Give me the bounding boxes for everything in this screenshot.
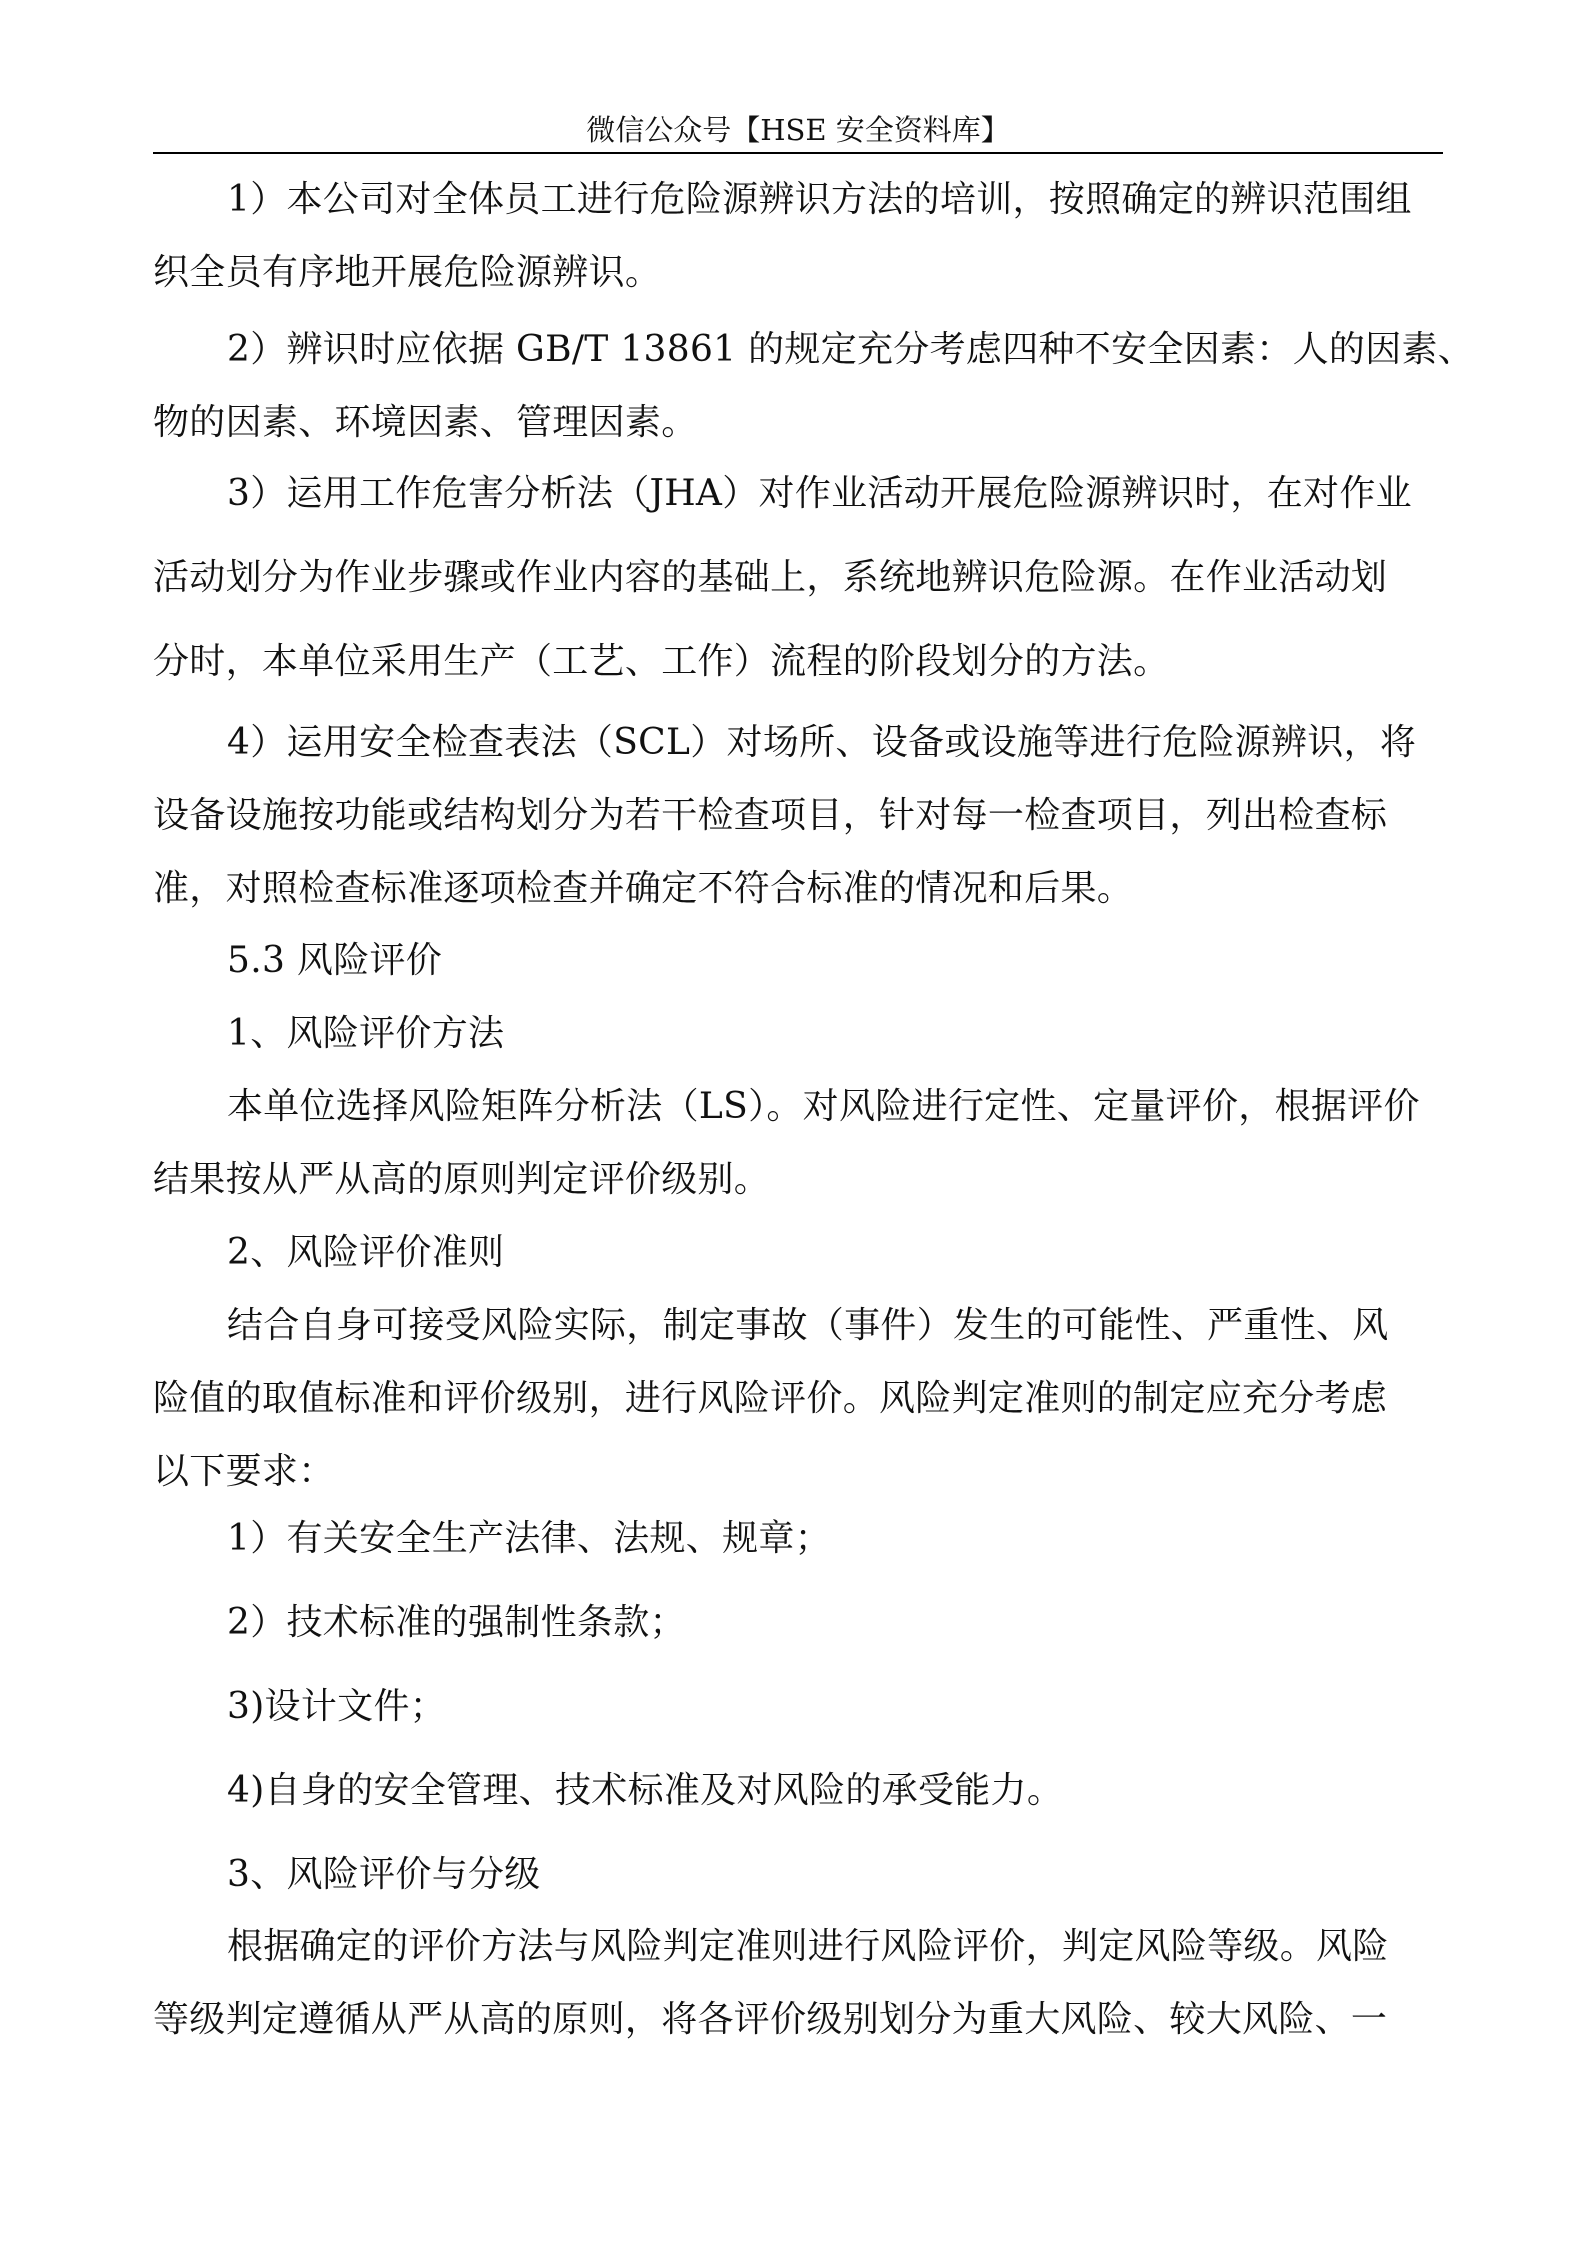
- paragraph-line: 分时，本单位采用生产（工艺、工作）流程的阶段划分的方法。: [153, 641, 1170, 682]
- page-header: [153, 108, 1443, 154]
- subheading: 2、风险评价准则: [227, 1232, 505, 1273]
- paragraph-line: 织全员有序地开展危险源辨识。: [153, 252, 662, 293]
- paragraph-line: 以下要求：: [153, 1451, 335, 1492]
- list-item: 2）技术标准的强制性条款；: [227, 1602, 686, 1643]
- paragraph-line: 物的因素、环境因素、管理因素。: [153, 402, 698, 443]
- paragraph-line: 结合自身可接受风险实际，制定事故（事件）发生的可能性、严重性、风: [227, 1305, 1389, 1346]
- requirements-list: [153, 1497, 1453, 1917]
- subheading-risk-criteria: [153, 1216, 1453, 1289]
- paragraph-criteria: [153, 1289, 1453, 1508]
- subheading: 3、风险评价与分级: [227, 1854, 541, 1895]
- paragraph-grading: [153, 1910, 1453, 2056]
- list-item: 3)设计文件；: [227, 1686, 447, 1727]
- paragraph-line: 1）本公司对全体员工进行危险源辨识方法的培训，按照确定的辨识范围组: [227, 179, 1412, 220]
- section-heading: 5.3 风险评价: [227, 940, 443, 981]
- section-heading-5-3: [153, 924, 1453, 997]
- paragraph-line: 活动划分为作业步骤或作业内容的基础上，系统地辨识危险源。在作业活动划: [153, 557, 1388, 598]
- list-item: 1）有关安全生产法律、法规、规章；: [227, 1518, 832, 1559]
- paragraph-line: 本单位选择风险矩阵分析法（LS）。对风险进行定性、定量评价，根据评价: [227, 1086, 1420, 1127]
- list-item: 4)自身的安全管理、技术标准及对风险的承受能力。: [227, 1770, 1064, 1811]
- subheading-risk-evaluation-method: [153, 997, 1453, 1070]
- paragraph-line: 等级判定遵循从严从高的原则，将各评价级别划分为重大风险、较大风险、一: [153, 1999, 1388, 2040]
- paragraph-line: 准，对照检查标准逐项检查并确定不符合标准的情况和后果。: [153, 868, 1134, 909]
- paragraph-2: [153, 313, 1475, 459]
- paragraph-3: [153, 452, 1453, 704]
- paragraph-line: 设备设施按功能或结构划分为若干检查项目，针对每一检查项目，列出检查标: [153, 795, 1388, 836]
- paragraph-line: 险值的取值标准和评价级别，进行风险评价。风险判定准则的制定应充分考虑: [153, 1378, 1388, 1419]
- paragraph-line: 4）运用安全检查表法（SCL）对场所、设备或设施等进行危险源辨识，将: [227, 722, 1417, 763]
- header-title: 微信公众号【HSE 安全资料库】: [586, 113, 1010, 147]
- paragraph-4: [153, 706, 1453, 925]
- paragraph-line: 2）辨识时应依据 GB/T 13861 的规定充分考虑四种不安全因素：人的因素、: [227, 329, 1475, 370]
- paragraph-line: 结果按从严从高的原则判定评价级别。: [153, 1159, 771, 1200]
- subheading: 1、风险评价方法: [227, 1013, 505, 1054]
- paragraph-line: 根据确定的评价方法与风险判定准则进行风险评价，判定风险等级。风险: [227, 1926, 1389, 1967]
- paragraph-1: [153, 163, 1453, 309]
- paragraph-method: [153, 1070, 1453, 1216]
- paragraph-line: 3）运用工作危害分析法（JHA）对作业活动开展危险源辨识时，在对作业: [227, 473, 1412, 514]
